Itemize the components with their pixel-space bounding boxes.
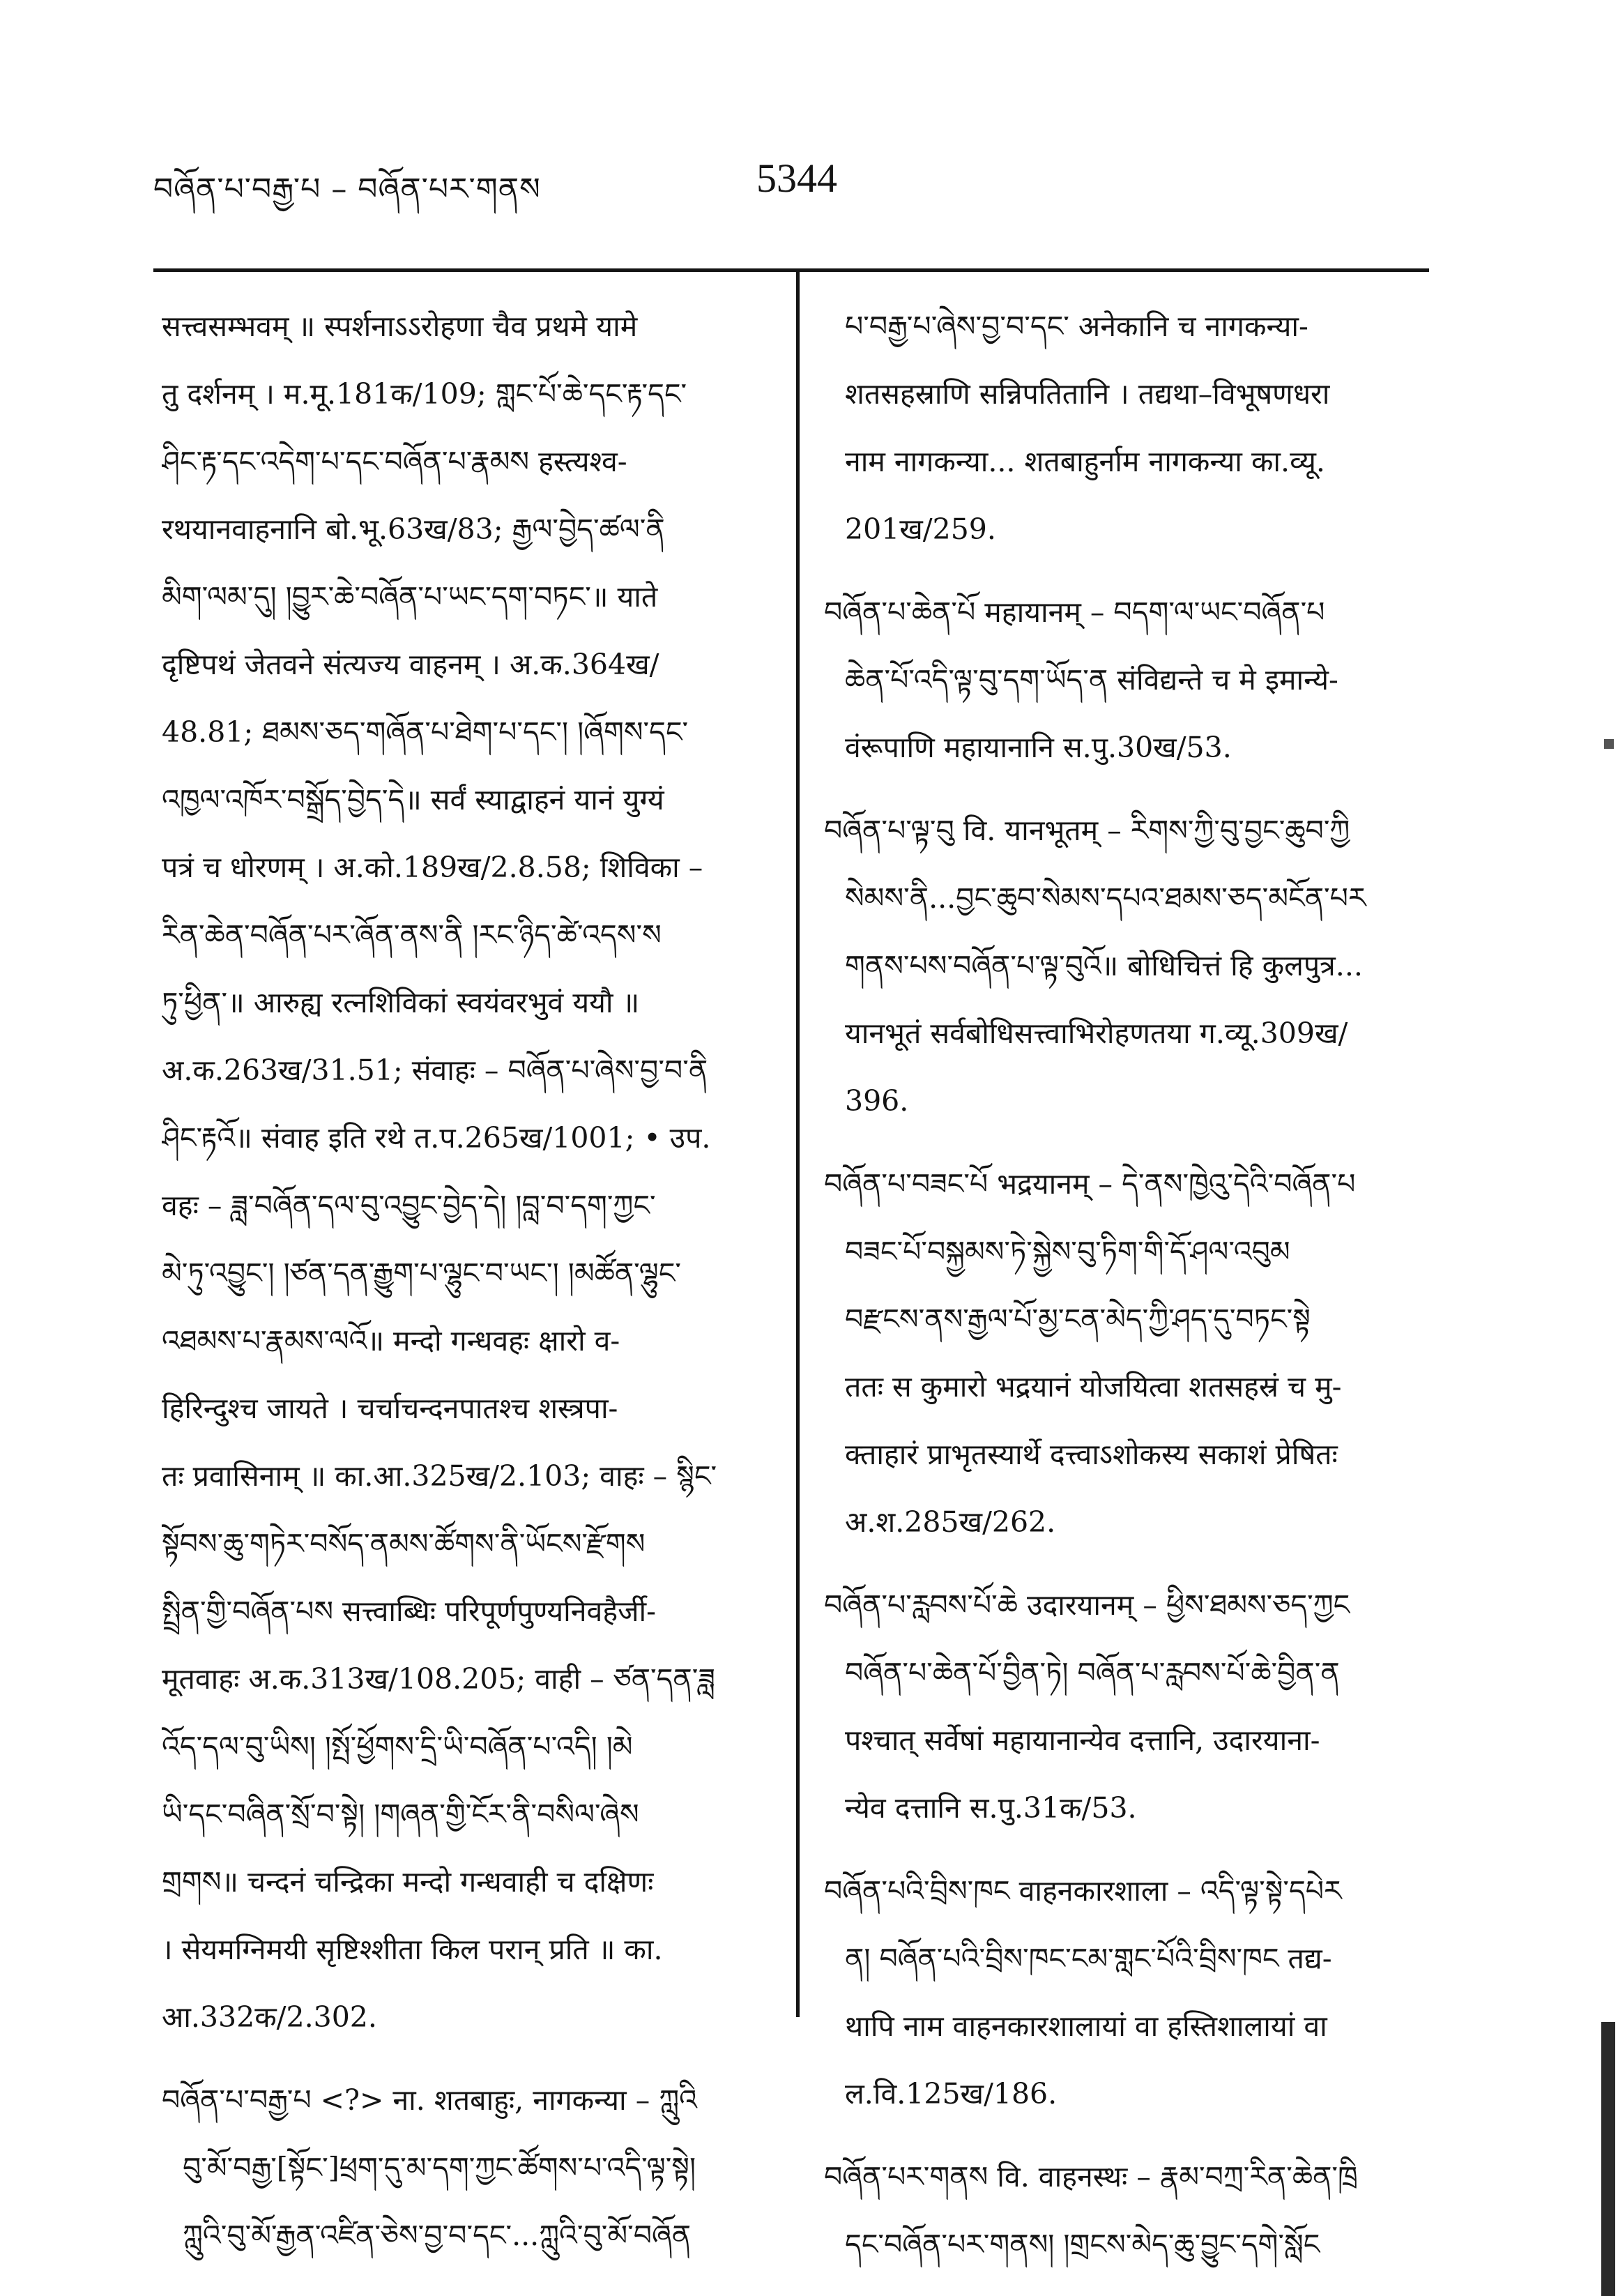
headword-line: བཞོན་པ་རླབས་པོ་ཆེ उदारयानम् – ཕྱིས་ཐམས་ཅད་ཀྱང: [824, 1588, 1350, 1622]
entry-vahanakarashala: [824, 1857, 1437, 2128]
left-column: [162, 293, 768, 2270]
text-line: अ.क.263ख/31.51; संवाहः – བཞོན་པ་ཞེས་བྱ་བ་ནི: [162, 1054, 708, 1087]
entry-shatabahu: [162, 2067, 768, 2270]
scan-edge-mark: [1601, 2022, 1615, 2296]
entry-gap: [824, 1556, 1437, 1572]
headword-line: བཞོན་པ་བཟང་པོ भद्रयानम् – དེ་ནས་ཁྱེའུ་དེའི་བཞོན་པ: [824, 1167, 1356, 1201]
text-line: ཆེན་པོ་འདི་ལྟ་བུ་དག་ཡོད་ན संविद्यन्ते च मे इमान्ये-: [845, 663, 1338, 697]
text-line: ཀླུའི་བུ་མོ་རྒྱན་འཛིན་ཅེས་བྱ་བ་དང་...ཀླུའི་བུ་མོ་བཞོན: [183, 2219, 692, 2252]
text-line: ཤིང་རྟའོ॥ संवाह इति रथे त.प.265ख/1001; • उप.: [162, 1121, 711, 1155]
text-line: 48.81; ཐམས་ཅད་གཞོན་པ་ཐེག་པ་དང་། །ཞོགས་དང་: [162, 715, 689, 749]
text-line: ན། བཞོན་པའི་བྲིས་ཁང་ངམ་གླང་པོའི་བྲིས་ཁང तद्य-: [845, 1942, 1332, 1975]
text-line: मूतवाहः अ.क.313ख/108.205; वाही – ཙན་དན་ཟླ: [162, 1662, 715, 1696]
text-line: 396.: [845, 1084, 909, 1118]
entry-vahanastha: [824, 2143, 1437, 2279]
headword-line: བཞོན་པ་ལྟ་བུ वि. यानभूतम् – རིགས་ཀྱི་བུ་བྱང་ཆུབ་ཀྱི: [824, 814, 1350, 847]
text-line: ततः स कुमारो भद्रयानं योजयित्वा शतसहस्रं च मु-: [845, 1370, 1342, 1404]
text-line: पत्रं च धोरणम् । अ.को.189ख/2.8.58; शिविका –: [162, 851, 703, 884]
text-line: वहः – ཟླ་བཞོན་དལ་བུ་འབྱུང་བྱེད་དེ། །བླ་བ་དག་ཀྱང་: [162, 1189, 656, 1222]
entry-udarayana: [824, 1572, 1437, 1842]
text-line: पश्चात् सर्वेषां महायानान्येव दत्तानि, उदारयाना-: [845, 1724, 1320, 1757]
text-line: वंरूपाणि महायानानि स.पु.30ख/53.: [845, 731, 1232, 764]
text-line: हिरिन्दुश्च जायते । चर्चाचन्दनपातश्च शस्त्रपा-: [162, 1392, 618, 1425]
page-number: 5344: [756, 155, 837, 201]
right-column: [824, 293, 1437, 2279]
text-line: रथयानवाहनानि बो.भू.63ख/83; རྒྱལ་བྱེད་ཚལ་ནི: [162, 512, 665, 546]
text-line: འཁྱལ་འཁོར་བསྒྲོད་བྱེད་དེ॥ सर्वं स्याद्वाहनं यानं युग्यं: [162, 783, 664, 816]
text-line: अ.श.285ख/262.: [845, 1505, 1056, 1539]
text-line: སྤྲིན་གྱི་བཞོན་པས सत्त्वाब्धिः परिपूर्णपुण्यनिवहैर्जी-: [162, 1595, 656, 1628]
text-line: མེ་ཏུ་འབྱུང་། །ཙན་དན་རྒྱུག་པ་ལྷུང་བ་ཡང་། །མཚོན་ལྷུང་: [162, 1256, 681, 1290]
headword-line: བཞོན་པར་གནས वि. वाहनस्थः – རྣམ་བཀྲ་རིན་ཆེན་ཁྲི: [824, 2160, 1358, 2194]
entry-gap: [824, 2128, 1437, 2143]
text-line: གནས་པས་བཞོན་པ་ལྟ་བུའོ॥ बोधिचित्तं हि कुलपुत्र...: [845, 949, 1363, 982]
text-line: དང་བཞོན་པར་གནས། །གྲངས་མེད་ཆུ་བྱུང་དགེ་སློང: [845, 2228, 1320, 2261]
entry-gap: [824, 1135, 1437, 1150]
headword-line: བཞོན་པའི་བྲིས་ཁང वाहनकारशाला – འདི་ལྟ་སྟེ་དཔེར: [824, 1874, 1342, 1908]
text-line: འོད་དལ་བུ་ཡིས། །སྤོ་ཕྱོགས་དྲི་ཡི་བཞོན་པ་འདི། །མེ: [162, 1730, 633, 1763]
headword-line: བཞོན་པ་ཆེན་པོ महायानम् – བདག་ལ་ཡང་བཞོན་པ: [824, 595, 1325, 629]
text-line: ཡི་དང་བཞིན་སྲོ་བ་སྟེ། །གཞན་གྱི་ངོར་ནི་བསིལ་ཞེས: [162, 1797, 639, 1831]
text-line: न्येव दत्तानि स.पु.31क/53.: [845, 1791, 1137, 1825]
text-line: क्ताहारं प्राभृतस्यार्थे दत्त्वाऽशोकस्य सकाशं प्रेषितः: [845, 1438, 1338, 1471]
text-line: ཤིང་རྟ་དང་འདེག་པ་དང་བཞོན་པ་རྣམས हस्त्यश्व-: [162, 445, 627, 478]
text-line: आ.332क/2.302.: [162, 2000, 377, 2034]
text-line: यानभूतं सर्वबोधिसत्त्वाभिरोहणतया ग.व्यू.309ख/: [845, 1017, 1348, 1050]
text-line: 201ख/259.: [845, 512, 996, 546]
text-line: མིག་ལམ་དུ། །བྱུར་ཆེ་བཞོན་པ་ཡང་དག་བཏང་॥ याते: [162, 580, 658, 614]
entry-vahana-continuation: [162, 293, 768, 2051]
text-line: པ་བརྒྱ་པ་ཞེས་བྱ་བ་དང་ अनेकानि च नागकन्या-: [845, 310, 1308, 343]
entry-bhadrayana: [824, 1150, 1437, 1556]
text-line: བཟང་པོ་བསྐྱམས་ཏེ་སྐྱེས་བུ་ཏིག་གི་དོ་ཤལ་འབུམ: [845, 1235, 1290, 1268]
text-line: शतसहस्राणि सन्निपतितानि । तद्यथा–विभूषणधरा: [845, 377, 1330, 411]
text-line: རིན་ཆེན་བཞོན་པར་ཞོན་ནས་ནི །རང་ཉིད་ཚེ་འདས་ས: [162, 918, 662, 952]
running-head: བཞོན་པ་བརྒྱ་པ – བཞོན་པར་གནས: [153, 172, 541, 207]
text-line: थापि नाम वाहनकारशालायां वा हस्तिशालायां वा: [845, 2009, 1327, 2043]
text-line: འཐམས་པ་རྣམས་ལའོ॥ मन्दो गन्धवहः क्षारो व-: [162, 1324, 620, 1358]
entry-gap: [824, 563, 1437, 579]
entry-gap: [824, 1842, 1437, 1857]
text-line: तः प्रवासिनाम् ॥ का.आ.325ख/2.103; वाहः – སྙིང་: [162, 1459, 717, 1493]
text-line: སེམས་ནི...བྱང་ཆུབ་སེམས་དཔའ་ཐམས་ཅད་མངོན་པར: [845, 881, 1366, 915]
text-line: བཞོན་པ་ཆེན་པོ་བྱིན་ཏེ། བཞོན་པ་རླབས་པོ་ཆེ་བྱིན་ན: [845, 1656, 1340, 1689]
entry-mahayana: [824, 579, 1437, 782]
entry-shatabahu-continuation: [824, 293, 1437, 563]
text-line: सत्त्वसम्भवम् ॥ स्पर्शनाऽऽरोहणा चैव प्रथमे यामे: [162, 310, 638, 343]
entry-yanabhuta: [824, 797, 1437, 1135]
text-line: नाम नागकन्या... शतबाहुर्नाम नागकन्या का.व्यू.: [845, 445, 1325, 478]
text-line: ཏུ་ཕྱིན་॥ आरुह्य रत्नशिविकां स्वयंवरभुवं ययौ ॥: [162, 986, 640, 1019]
text-line: བརྫངས་ནས་རྒྱལ་པོ་མྱ་ངན་མེད་ཀྱི་ཤད་དུ་བཏང་སྟེ: [845, 1302, 1311, 1336]
text-line: བུ་མོ་བརྒྱ་[སྟོང་]ཕྲག་དུ་མ་དག་ཀྱང་ཚོགས་པ་འདི་ལྟ་སྟེ།: [183, 2151, 696, 2184]
entry-gap: [824, 782, 1437, 797]
text-line: སྟོབས་ཆུ་གཏེར་བསོད་ནམས་ཚོགས་ནི་ཡོངས་རྫོགས: [162, 1527, 646, 1560]
text-line: ल.वि.125ख/186.: [845, 2077, 1058, 2111]
text-line: तु दर्शनम् । म.मू.181क/109; གླང་པོ་ཆེ་དང་རྟ་དང་: [162, 377, 687, 411]
entry-gap: [162, 2051, 768, 2067]
headword-line: བཞོན་པ་བརྒྱ་པ <?> ना. शतबाहुः, नागकन्या – ཀླུའི: [162, 2083, 697, 2117]
header-rule: [153, 268, 1429, 272]
scan-speck: [1604, 739, 1614, 749]
text-line: གྲགས॥ चन्दनं चन्द्रिका मन्दो गन्धवाही च दक्षिणः: [162, 1865, 654, 1899]
text-line: । सेयमग्निमयी सृष्टिश्शीता किल परान् प्रति ॥ का.: [162, 1933, 663, 1966]
column-divider: [796, 271, 800, 2017]
text-line: दृष्टिपथं जेतवने संत्यज्य वाहनम् । अ.क.364ख/: [162, 648, 659, 681]
